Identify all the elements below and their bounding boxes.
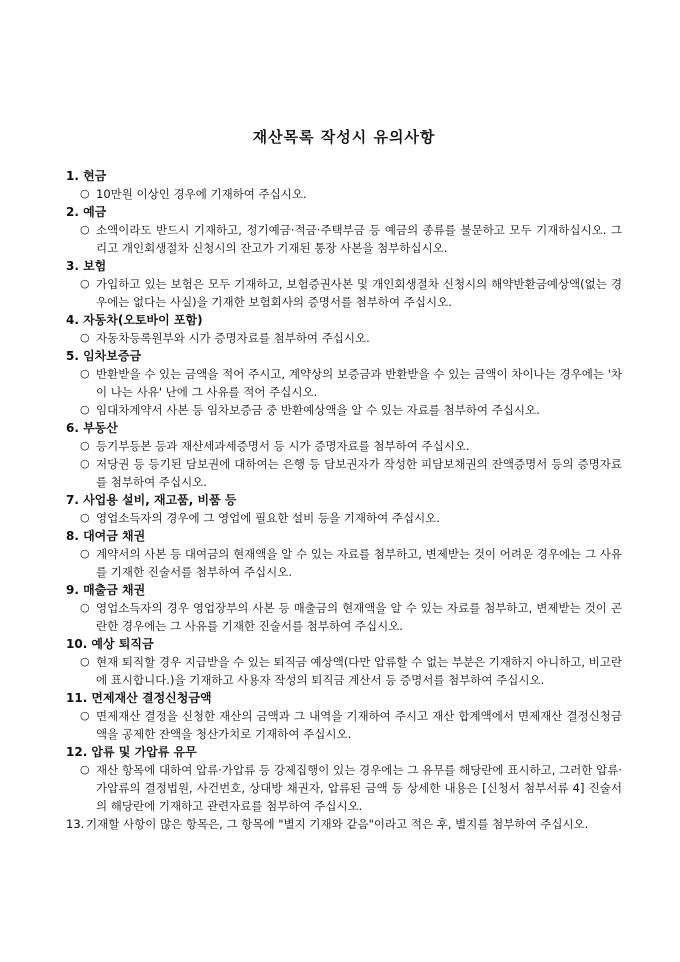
bullet-text: 저당권 등 등기된 담보권에 대하여는 은행 등 담보권자가 작성한 피담보채권의 잔액증명서 등의 증명자료를 첨부하여 주십시오. <box>96 457 622 489</box>
circle-bullet-icon: ○ <box>80 277 90 290</box>
section-heading: 2. 예금 <box>66 205 107 219</box>
bullet-item <box>66 509 622 527</box>
bullet-item <box>66 185 622 203</box>
bullet-text: 가입하고 있는 보험은 모두 기재하고, 보험증권사본 및 개인회생절차 신청시의 해약반환금예상액(없는 경우에는 없다는 사실)을 기재한 보험회사의 증명서를 첨부하여 주십시오. <box>96 277 622 309</box>
section-heading: 9. 매출금 채권 <box>66 583 146 597</box>
section <box>66 167 622 203</box>
circle-bullet-icon: ○ <box>80 655 90 668</box>
circle-bullet-icon: ○ <box>80 601 90 614</box>
circle-bullet-icon: ○ <box>80 403 90 416</box>
section <box>66 527 622 581</box>
section <box>66 203 622 257</box>
section-heading: 8. 대여금 채권 <box>66 529 146 543</box>
section <box>66 311 622 347</box>
bullet-item <box>66 365 622 401</box>
section <box>66 689 622 743</box>
bullet-item <box>66 437 622 455</box>
bullet-item <box>66 653 622 689</box>
bullet-text: 소액이라도 반드시 기재하고, 정기예금·적금·주택부금 등 예금의 종류를 불문하고 모두 기재하십시오. 그리고 개인회생절차 신청시의 잔고가 기재된 통장 사본을 첨부하십시오. <box>96 223 622 255</box>
bullet-text: 반환받을 수 있는 금액을 적어 주시고, 계약상의 보증금과 반환받을 수 있는 금액이 차이나는 경우에는 '차이 나는 사유' 난에 그 사유를 적어 주십시오. <box>96 367 622 399</box>
section-heading: 7. 사업용 설비, 재고품, 비품 등 <box>66 493 237 507</box>
bullet-text: 등기부등본 등과 재산세과세증명서 등 시가 증명자료를 첨부하여 주십시오. <box>96 439 470 453</box>
bullet-item <box>66 221 622 257</box>
circle-bullet-icon: ○ <box>80 439 90 452</box>
circle-bullet-icon: ○ <box>80 763 90 776</box>
circle-bullet-icon: ○ <box>80 511 90 524</box>
final-note-text: 기재할 사항이 많은 항목은, 그 항목에 "별지 기재와 같음"이라고 적은 후, 별지를 첨부하여 주십시오. <box>86 817 589 831</box>
bullet-item <box>66 275 622 311</box>
document-page <box>66 126 622 833</box>
bullet-item <box>66 329 622 347</box>
section <box>66 419 622 491</box>
section-heading: 6. 부동산 <box>66 421 118 435</box>
bullet-text: 영업소득자의 경우 영업장부의 사본 등 매출금의 현재액을 알 수 있는 자료를 첨부하고, 변제받는 것이 곤란한 경우에는 그 사유를 기재한 진술서를 첨부하여 주십시오. <box>96 601 622 633</box>
bullet-text: 10만원 이상인 경우에 기재하여 주십시오. <box>96 187 307 201</box>
section <box>66 491 622 527</box>
bullet-text: 자동차등록원부와 시가 증명자료를 첨부하여 주십시오. <box>96 331 370 345</box>
circle-bullet-icon: ○ <box>80 223 90 236</box>
circle-bullet-icon: ○ <box>80 547 90 560</box>
document-title: 재산목록 작성시 유의사항 <box>252 128 436 146</box>
section-heading: 11. 면제재산 결정신청금액 <box>66 691 212 705</box>
section-heading: 12. 압류 및 가압류 유무 <box>66 745 197 759</box>
section-heading: 10. 예상 퇴직금 <box>66 637 154 651</box>
bullet-item <box>66 455 622 491</box>
bullet-item <box>66 761 622 815</box>
section <box>66 581 622 635</box>
bullet-text: 계약서의 사본 등 대여금의 현재액을 알 수 있는 자료를 첨부하고, 변제받는 것이 어려운 경우에는 그 사유를 기재한 진술서를 첨부하여 주십시오. <box>96 547 622 579</box>
section <box>66 257 622 311</box>
bullet-text: 영업소득자의 경우에 그 영업에 필요한 설비 등을 기재하여 주십시오. <box>96 511 440 525</box>
section <box>66 743 622 815</box>
circle-bullet-icon: ○ <box>80 331 90 344</box>
bullet-item <box>66 599 622 635</box>
section-heading: 3. 보험 <box>66 259 107 273</box>
circle-bullet-icon: ○ <box>80 367 90 380</box>
section-heading: 1. 현금 <box>66 169 107 183</box>
circle-bullet-icon: ○ <box>80 187 90 200</box>
section <box>66 635 622 689</box>
bullet-item <box>66 545 622 581</box>
section-heading: 5. 임차보증금 <box>66 349 142 363</box>
bullet-item <box>66 401 622 419</box>
bullet-item <box>66 707 622 743</box>
bullet-text: 면제재산 결정을 신청한 재산의 금액과 그 내역을 기재하여 주시고 재산 합계액에서 면제재산 결정신청금액을 공제한 잔액을 청산가치로 기재하여 주십시오. <box>96 709 622 741</box>
final-note <box>66 815 622 833</box>
bullet-text: 임대차계약서 사본 등 임차보증금 중 반환예상액을 알 수 있는 자료를 첨부하여 주십시오. <box>96 403 540 417</box>
circle-bullet-icon: ○ <box>80 709 90 722</box>
bullet-text: 재산 항목에 대하여 압류·가압류 등 강제집행이 있는 경우에는 그 유무를 해당란에 표시하고, 그러한 압류·가압류의 결정법원, 사건번호, 상대방 채권자, 압류된 금액 등 상세한 내용은 [신청서 첨부서류 4] 진술서의 해당란에 기재하고 관련자료를 첨부하여 주십시오. <box>96 763 622 813</box>
sections-container <box>66 167 622 815</box>
bullet-text: 현재 퇴직할 경우 지급받을 수 있는 퇴직금 예상액(다만 압류할 수 없는 부분은 기재하지 아니하고, 비고란에 표시합니다.)을 기재하고 사용자 작성의 퇴직금 계산서 등 증명서를 첨부하여 주십시오. <box>96 655 622 687</box>
final-note-number: 13. <box>66 817 85 831</box>
section <box>66 347 622 419</box>
section-heading: 4. 자동차(오토바이 포함) <box>66 313 203 327</box>
circle-bullet-icon: ○ <box>80 457 90 470</box>
